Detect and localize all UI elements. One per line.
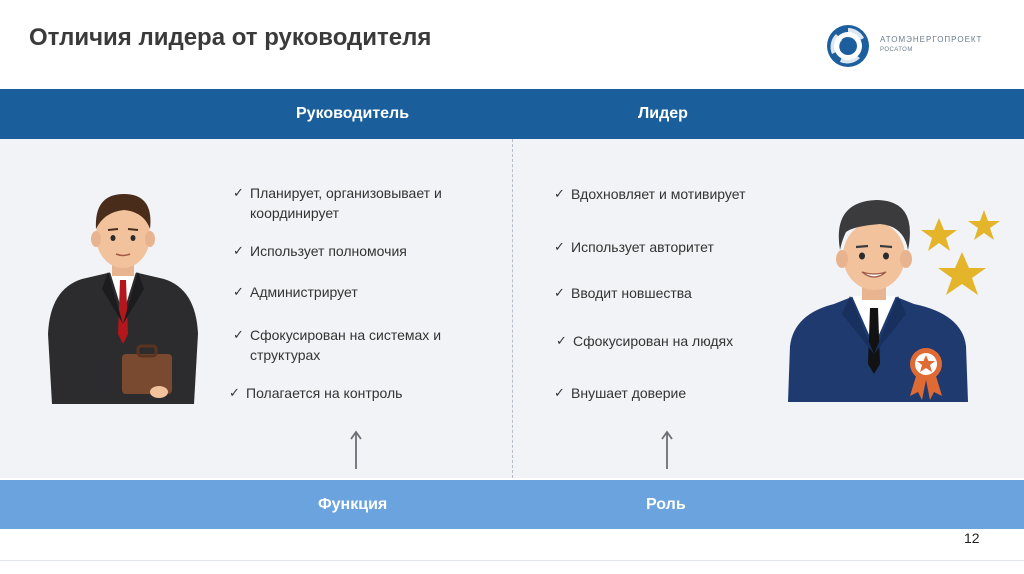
logo-line1: АТОМЭНЕРГОПРОЕКТ <box>880 35 983 44</box>
list-item: ✓ Использует авторитет <box>554 239 714 255</box>
check-icon: ✓ <box>233 185 244 200</box>
manager-header: Руководитель <box>296 105 410 122</box>
leader-header: Лидер <box>638 105 688 122</box>
page-title: Отличия лидера от руководителя <box>29 24 432 51</box>
logo-line2: РОСАТОМ <box>880 47 913 53</box>
check-icon: ✓ <box>554 385 565 400</box>
check-icon: ✓ <box>554 285 565 300</box>
list-item: ✓ Использует полномочия <box>233 243 407 259</box>
list-item: ✓ Сфокусирован на людях <box>556 333 734 349</box>
header-band <box>0 89 1024 139</box>
list-item: ✓ Полагается на контроль <box>229 385 403 401</box>
check-icon: ✓ <box>233 327 244 342</box>
company-logo <box>826 24 996 70</box>
check-icon: ✓ <box>554 186 565 201</box>
arrow-up-icon <box>661 430 673 470</box>
star-icon <box>921 218 957 251</box>
star-icon <box>938 252 986 295</box>
leader-illustration <box>784 196 1006 406</box>
page-number: 12 <box>964 530 980 546</box>
list-item: ✓ Вдохновляет и мотивирует <box>554 186 746 202</box>
check-icon: ✓ <box>556 333 567 348</box>
bottom-divider <box>0 560 1024 561</box>
arrow-up-icon <box>350 430 362 470</box>
star-icon <box>968 210 1000 240</box>
function-label: Функция <box>318 496 388 513</box>
role-label: Роль <box>646 496 686 513</box>
rosatom-logo-icon <box>826 24 870 68</box>
list-item: ✓ Вводит новшества <box>554 285 692 301</box>
list-item: ✓ Сфокусирован на системах и структурах <box>233 327 442 363</box>
list-item: ✓ Внушает доверие <box>554 385 687 401</box>
manager-illustration <box>42 184 204 404</box>
footer-band <box>0 480 1024 529</box>
check-icon: ✓ <box>229 385 240 400</box>
check-icon: ✓ <box>554 239 565 254</box>
list-item: ✓ Администрирует <box>233 284 358 300</box>
check-icon: ✓ <box>233 243 244 258</box>
check-icon: ✓ <box>233 284 244 299</box>
list-item: ✓ Планирует, организовывает и координирует <box>233 185 442 221</box>
column-divider <box>512 139 513 478</box>
